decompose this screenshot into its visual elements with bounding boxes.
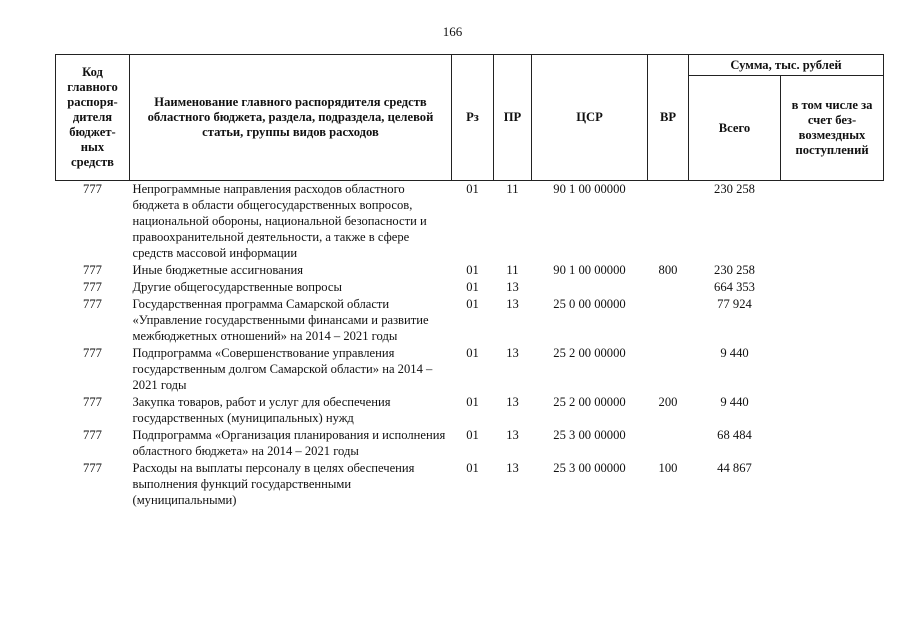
cell-pr: 13 (506, 280, 519, 294)
header-total: Всего (689, 76, 781, 181)
cell-name: Непрограммные направления расходов областного бюджета в области общегосударственных вопросов, национальной обороны, национальной безопасности и правоохранительной деятельности, а также в сфере средств массовой информации (132, 182, 427, 260)
cell-code: 777 (83, 461, 102, 475)
cell-rz: 01 (466, 461, 479, 475)
cell-vr: 200 (658, 395, 678, 409)
cell-total: 230 258 (714, 182, 755, 196)
cell-pr: 13 (506, 461, 519, 475)
cell-rz: 01 (466, 182, 479, 196)
cell-code: 777 (83, 346, 102, 360)
cell-grants (781, 279, 884, 296)
cell-total: 44 867 (717, 461, 752, 475)
cell-grants (781, 345, 884, 394)
cell-csr: 25 3 00 00000 (553, 428, 626, 442)
cell-rz: 01 (466, 280, 479, 294)
cell-pr: 11 (506, 263, 519, 277)
cell-csr: 25 0 00 00000 (553, 297, 626, 311)
cell-vr: 100 (658, 461, 678, 475)
cell-total: 9 440 (720, 346, 749, 360)
cell-code: 777 (83, 182, 102, 196)
cell-grants (781, 181, 884, 263)
cell-rz: 01 (466, 428, 479, 442)
cell-code: 777 (83, 395, 102, 409)
table-row (56, 279, 884, 296)
table-row (56, 262, 884, 279)
table-row (56, 427, 884, 460)
cell-grants (781, 394, 884, 427)
cell-rz: 01 (466, 395, 479, 409)
cell-name: Закупка товаров, работ и услуг для обеспечения государственных (муниципальных) нужд (132, 395, 391, 425)
header-rz: Рз (452, 55, 494, 181)
cell-grants (781, 427, 884, 460)
cell-pr: 13 (506, 395, 519, 409)
cell-code: 777 (83, 428, 102, 442)
table-row (56, 460, 884, 509)
cell-csr: 25 2 00 00000 (553, 395, 626, 409)
header-code: Код главного распоря-дителя бюджет-ных средств (56, 55, 130, 181)
cell-name: Государственная программа Самарской области «Управление государственными финансами и развитие межбюджетных отношений» на 2014 – 2021 годы (132, 297, 429, 343)
table-row (56, 296, 884, 345)
cell-vr: 800 (658, 263, 678, 277)
cell-vr (648, 279, 689, 296)
cell-grants (781, 296, 884, 345)
cell-name: Иные бюджетные ассигнования (132, 263, 304, 277)
cell-total: 664 353 (714, 280, 755, 294)
cell-name: Подпрограмма «Совершенствование управления государственным долгом Самарской области» на 2014 – 2021 годы (132, 346, 433, 392)
page-number: 166 (442, 24, 463, 39)
cell-code: 777 (83, 297, 102, 311)
cell-pr: 13 (506, 346, 519, 360)
cell-pr: 13 (506, 428, 519, 442)
cell-vr (648, 427, 689, 460)
cell-csr: 90 1 00 00000 (553, 182, 626, 196)
cell-rz: 01 (466, 346, 479, 360)
header-grants: в том числе за счет без-возмездных поступлений (781, 76, 884, 181)
header-name: Наименование главного распорядителя средств областного бюджета, раздела, подраздела, целевой статьи, группы видов расходов (130, 55, 452, 181)
table-row (56, 394, 884, 427)
cell-total: 68 484 (717, 428, 752, 442)
cell-csr: 25 2 00 00000 (553, 346, 626, 360)
cell-code: 777 (83, 280, 102, 294)
cell-csr (532, 279, 648, 296)
cell-vr (648, 345, 689, 394)
cell-name: Другие общегосударственные вопросы (132, 280, 342, 294)
budget-table (55, 54, 884, 509)
cell-grants (781, 460, 884, 509)
table-row (56, 181, 884, 263)
cell-grants (781, 262, 884, 279)
header-vr: ВР (648, 55, 689, 181)
cell-csr: 25 3 00 00000 (553, 461, 626, 475)
cell-vr (648, 296, 689, 345)
cell-total: 77 924 (717, 297, 752, 311)
cell-rz: 01 (466, 263, 479, 277)
cell-total: 230 258 (714, 263, 755, 277)
header-pr: ПР (494, 55, 532, 181)
cell-pr: 13 (506, 297, 519, 311)
cell-total: 9 440 (720, 395, 749, 409)
header-csr: ЦСР (532, 55, 648, 181)
table-row (56, 345, 884, 394)
header-sum: Сумма, тыс. рублей (689, 55, 884, 76)
cell-code: 777 (83, 263, 102, 277)
cell-csr: 90 1 00 00000 (553, 263, 626, 277)
cell-pr: 11 (506, 182, 519, 196)
cell-name: Подпрограмма «Организация планирования и исполнения областного бюджета» на 2014 – 2021 годы (132, 428, 446, 458)
cell-name: Расходы на выплаты персоналу в целях обеспечения выполнения функций государственными (муниципальными) (132, 461, 415, 507)
cell-vr (648, 181, 689, 263)
cell-rz: 01 (466, 297, 479, 311)
